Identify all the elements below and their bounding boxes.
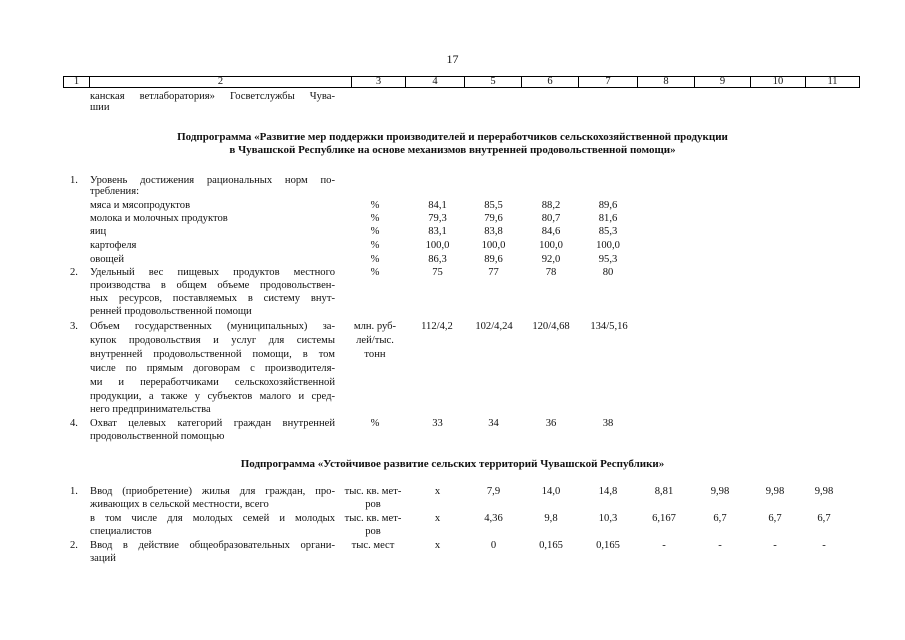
value-cell: 84,6 (541, 226, 561, 237)
value-cell: 80 (602, 267, 614, 278)
unit-cell: ров (365, 526, 381, 537)
indicator-text: требления: (90, 186, 140, 197)
value-cell: 14,8 (598, 486, 618, 497)
value-cell: x (434, 486, 441, 497)
value-cell: 79,6 (484, 213, 503, 224)
value-cell: 9,98 (814, 486, 834, 497)
indicator-text: купок продовольствия и услуг для системы (90, 335, 335, 346)
unit-cell: тыс. кв. мет- (344, 486, 402, 497)
column-number-header (63, 76, 860, 88)
carryover-line: шии (90, 102, 110, 113)
unit-cell: ров (365, 499, 381, 510)
value-cell: 9,98 (710, 486, 730, 497)
indicator-text: производства в общем объеме продовольствен- (90, 280, 335, 291)
subprogram-title: в Чувашской Республике на основе механизмов внутренней продовольственной помощи» (229, 144, 676, 156)
unit-cell: лей/тыс. (356, 335, 394, 346)
indicator-text: ми и переработчиками сельскохозяйственной (90, 377, 335, 388)
value-cell: 100,0 (425, 240, 450, 251)
indicator-text: картофеля (90, 240, 137, 251)
subprogram-title: Подпрограмма «Устойчивое развитие сельских территорий Чувашской Республики» (240, 458, 665, 470)
value-cell: x (434, 540, 441, 551)
indicator-text: него предпринимательства (90, 404, 211, 415)
unit-cell: % (370, 200, 380, 211)
value-cell: - (662, 540, 666, 551)
unit-cell: млн. руб- (353, 321, 397, 332)
row-number: 2. (70, 540, 78, 551)
unit-cell: тыс. кв. мет- (344, 513, 402, 524)
unit-cell: % (370, 240, 380, 251)
value-cell: 14,0 (541, 486, 561, 497)
indicator-text: специалистов (90, 526, 152, 537)
value-cell: 33 (432, 418, 443, 429)
indicator-text: живающих в сельской местности, всего (90, 499, 269, 510)
column-number-cell: 7 (579, 77, 638, 88)
indicator-text: молока и молочных продуктов (90, 213, 228, 224)
value-cell: 81,6 (598, 213, 618, 224)
value-cell: 7,9 (486, 486, 501, 497)
value-cell: 8,81 (654, 486, 674, 497)
value-cell: 36 (545, 418, 557, 429)
column-number-cell: 8 (638, 77, 695, 88)
row-number: 2. (70, 267, 78, 278)
column-number-cell: 4 (406, 77, 465, 88)
column-number-cell: 1 (64, 77, 90, 88)
value-cell: 85,3 (598, 226, 618, 237)
column-number-cell: 9 (695, 77, 751, 88)
indicator-text: овощей (90, 254, 125, 265)
indicator-text: ренней продовольственной помощи (90, 306, 252, 317)
indicator-text: Объем государственных (муниципальных) за- (90, 321, 335, 332)
indicator-text: Ввод в действие общеобразовательных органи- (90, 540, 335, 551)
value-cell: 100,0 (481, 240, 506, 251)
value-cell: 83,1 (428, 226, 447, 237)
value-cell: 0,165 (539, 540, 563, 551)
row-number: 3. (70, 321, 78, 332)
indicator-text: Удельный вес пищевых продуктов местного (90, 267, 335, 278)
value-cell: 4,36 (484, 513, 503, 524)
indicator-text: числе по прямым договорам с производителя- (90, 363, 335, 374)
value-cell: 10,3 (598, 513, 618, 524)
unit-cell: % (370, 267, 380, 278)
value-cell: - (718, 540, 722, 551)
value-cell: - (773, 540, 777, 551)
value-cell: 102/4,24 (475, 321, 513, 332)
value-cell: x (434, 513, 441, 524)
indicator-text: в том числе для молодых семей и молодых (90, 513, 335, 524)
value-cell: - (822, 540, 826, 551)
indicator-text: заций (90, 553, 116, 564)
indicator-text: Ввод (приобретение) жилья для граждан, про- (90, 486, 335, 497)
value-cell: 0 (490, 540, 497, 551)
value-cell: 100,0 (539, 240, 563, 251)
column-number-cell: 11 (806, 77, 860, 88)
column-number-cell: 5 (465, 77, 522, 88)
row-number: 1. (70, 486, 78, 497)
column-number-cell: 6 (522, 77, 579, 88)
value-cell: 84,1 (428, 200, 447, 211)
column-number-cell: 10 (751, 77, 806, 88)
indicator-text: продовольственной помощью (90, 431, 225, 442)
value-cell: 6,7 (768, 513, 782, 524)
value-cell: 75 (432, 267, 443, 278)
value-cell: 112/4,2 (421, 321, 453, 332)
row-number: 4. (70, 418, 78, 429)
value-cell: 100,0 (596, 240, 620, 251)
column-number-cell: 2 (90, 77, 352, 88)
unit-cell: % (370, 254, 380, 265)
indicator-text: Охват целевых категорий граждан внутренней (90, 418, 335, 429)
value-cell: 89,6 (598, 200, 618, 211)
indicator-text: ных ресурсов, поставляемых в систему внут- (90, 293, 335, 304)
unit-cell: % (370, 226, 380, 237)
value-cell: 78 (545, 267, 557, 278)
row-number: 1. (70, 175, 78, 186)
indicator-text: внутренней продовольственной помощи, в том (90, 349, 335, 360)
value-cell: 83,8 (484, 226, 503, 237)
subprogram-title: Подпрограмма «Развитие мер поддержки производителей и переработчиков сельскохозяйственной продукции (177, 131, 728, 143)
value-cell: 134/5,16 (590, 321, 628, 332)
value-cell: 9,8 (544, 513, 558, 524)
value-cell: 89,6 (484, 254, 503, 265)
carryover-line: канская ветлаборатория» Госветслужбы Чува- (90, 91, 335, 102)
value-cell: 38 (602, 418, 614, 429)
value-cell: 79,3 (428, 213, 447, 224)
indicator-text: продукции, а также у субъектов малого и сред- (90, 391, 335, 402)
value-cell: 120/4,68 (532, 321, 570, 332)
value-cell: 77 (488, 267, 499, 278)
indicator-text: мяса и мясопродуктов (90, 200, 191, 211)
value-cell: 6,7 (817, 513, 831, 524)
value-cell: 95,3 (598, 254, 618, 265)
column-number-cell: 3 (352, 77, 406, 88)
indicator-text: яиц (90, 226, 107, 237)
unit-cell: % (370, 418, 380, 429)
page-number: 17 (446, 52, 459, 66)
unit-cell: тонн (364, 349, 386, 360)
value-cell: 86,3 (428, 254, 447, 265)
value-cell: 9,98 (765, 486, 785, 497)
value-cell: 88,2 (541, 200, 561, 211)
value-cell: 85,5 (484, 200, 503, 211)
value-cell: 6,167 (652, 513, 676, 524)
value-cell: 0,165 (596, 540, 620, 551)
unit-cell: тыс. мест (351, 540, 395, 551)
value-cell: 34 (488, 418, 499, 429)
indicator-text: Уровень достижения рациональных норм по- (90, 175, 335, 186)
value-cell: 80,7 (541, 213, 561, 224)
unit-cell: % (370, 213, 380, 224)
value-cell: 92,0 (541, 254, 561, 265)
value-cell: 6,7 (713, 513, 727, 524)
